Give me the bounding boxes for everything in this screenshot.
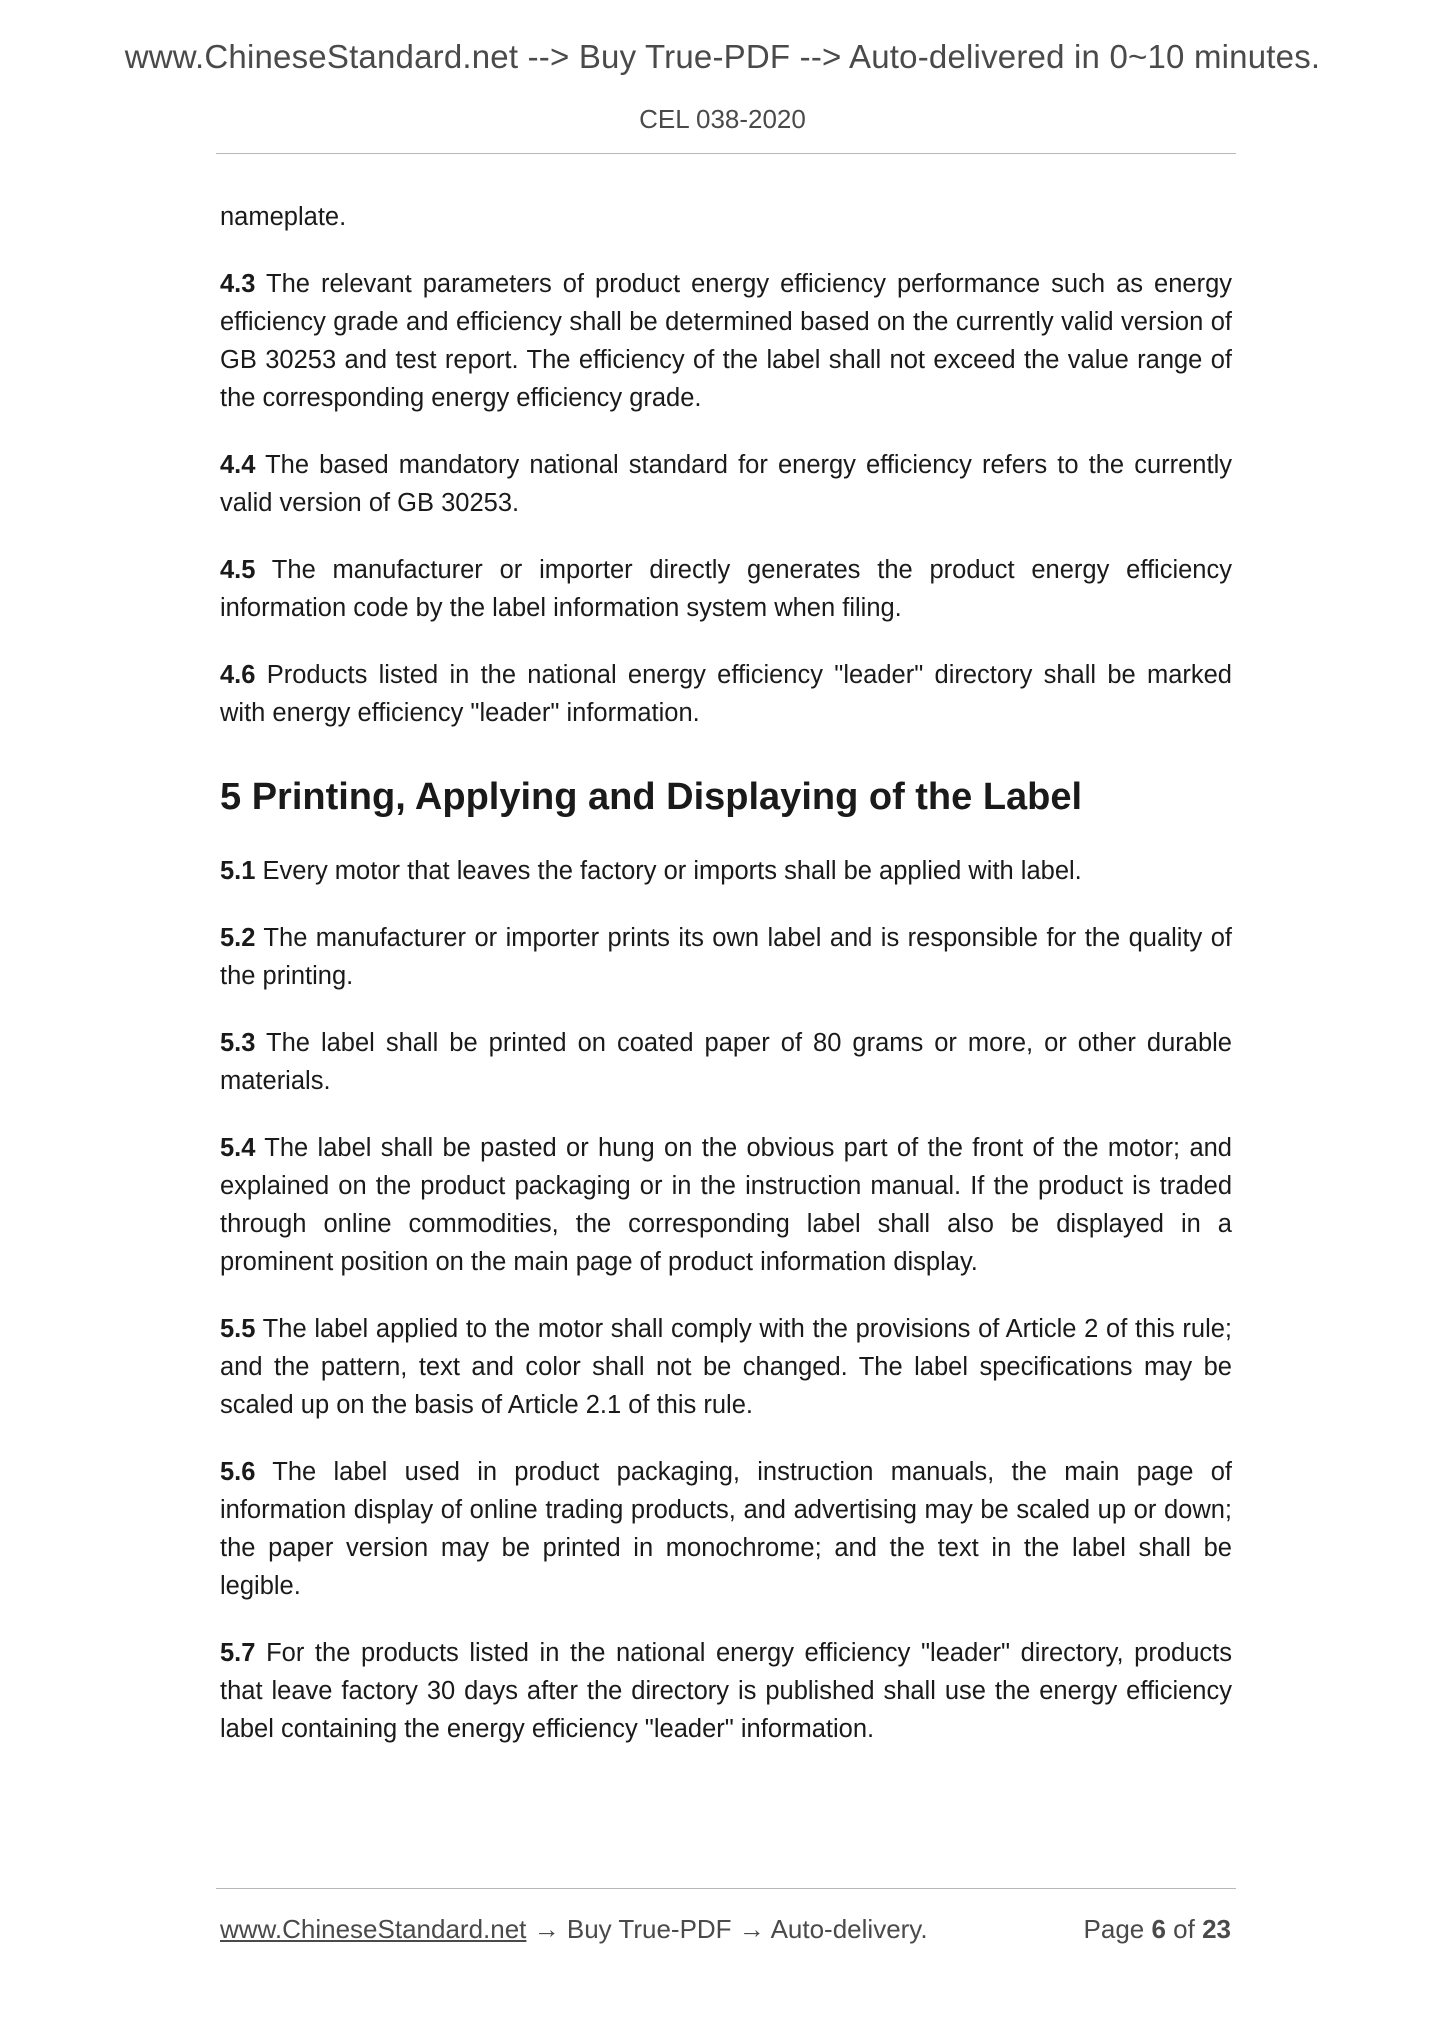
document-code: CEL 038-2020: [639, 104, 806, 134]
clause-5-5: [220, 1310, 1232, 1424]
clause-text: The label applied to the motor shall comply with the provisions of Article 2 of this rule; and the pattern, text and color shall not be changed. The label specifications may be scaled up on the basis of Article 2.1 of this rule.: [220, 1315, 1232, 1419]
footer-purchase-note: [220, 1914, 928, 1945]
clause-text: The label used in product packaging, instruction manuals, the main page of information display of online trading products, and advertising may be scaled up or down; the paper version may be printed in monochrome; and the text in the label shall be legible.: [220, 1458, 1232, 1600]
clause-number: 4.5: [220, 556, 256, 584]
page-total: 23: [1202, 1914, 1231, 1944]
page-of-label: of: [1165, 1914, 1203, 1944]
page-label: Page: [1083, 1914, 1152, 1944]
clause-text: The relevant parameters of product energy efficiency performance such as energy efficiency grade and efficiency shall be determined based on the currently valid version of GB 30253 and test report. The efficiency of the label shall not exceed the value range of the corresponding energy efficiency grade.: [220, 270, 1232, 412]
clause-number: 4.6: [220, 661, 256, 689]
clause-number: 5.4: [220, 1134, 256, 1162]
section-5-heading: 5 Printing, Applying and Displaying of the Label: [220, 776, 1083, 818]
clause-4-4: [220, 446, 1232, 522]
clause-text: The manufacturer or importer prints its own label and is responsible for the quality of the printing.: [220, 924, 1232, 990]
clause-number: 4.4: [220, 451, 256, 479]
clause-text: Every motor that leaves the factory or imports shall be applied with label.: [255, 857, 1082, 885]
paragraph-lead: nameplate.: [220, 203, 347, 231]
page-indicator: [1084, 1914, 1231, 1945]
clause-5-3: [220, 1024, 1232, 1100]
clause-5-4: [220, 1129, 1232, 1281]
clause-5-6: [220, 1453, 1232, 1605]
clause-number: 4.3: [220, 270, 256, 298]
clause-number: 5.7: [220, 1639, 256, 1667]
clause-number: 5.3: [220, 1029, 256, 1057]
clause-number: 5.2: [220, 924, 256, 952]
footer-link-suffix: → Buy True-PDF → Auto-delivery.: [526, 1914, 928, 1944]
clause-5-1: [220, 852, 1232, 890]
clause-4-6: [220, 656, 1232, 732]
clause-5-2: [220, 919, 1232, 995]
clause-5-7: [220, 1634, 1232, 1748]
clause-text: The label shall be pasted or hung on the obvious part of the front of the motor; and explained on the product packaging or in the instruction manual. If the product is traded through online commodities, the corresponding label shall also be displayed in a prominent position on the main page of product information display.: [220, 1134, 1232, 1276]
clause-text: The based mandatory national standard for energy efficiency refers to the currently valid version of GB 30253.: [220, 451, 1232, 517]
page-current: 6: [1151, 1914, 1166, 1944]
clause-4-3: [220, 265, 1232, 417]
footer-divider: [216, 1888, 1236, 1889]
clause-text: Products listed in the national energy efficiency "leader" directory shall be marked with energy efficiency "leader" information.: [220, 661, 1232, 727]
clause-text: The label shall be printed on coated paper of 80 grams or more, or other durable materials.: [220, 1029, 1232, 1095]
clause-number: 5.1: [220, 857, 256, 885]
clause-text: The manufacturer or importer directly generates the product energy efficiency information code by the label information system when filing.: [220, 556, 1232, 622]
clause-number: 5.5: [220, 1315, 256, 1343]
clause-text: For the products listed in the national energy efficiency "leader" directory, products that leave factory 30 days after the directory is published shall use the energy efficiency label containing the energy efficiency "leader" information.: [220, 1639, 1232, 1743]
clause-number: 5.6: [220, 1458, 256, 1486]
clause-4-5: [220, 551, 1232, 627]
page-content: [220, 198, 1232, 1777]
footer-site-link[interactable]: www.ChineseStandard.net: [220, 1914, 527, 1944]
header-divider: [216, 153, 1236, 154]
site-banner: www.ChineseStandard.net --> Buy True-PDF --> Auto-delivered in 0~10 minutes.: [124, 38, 1321, 75]
